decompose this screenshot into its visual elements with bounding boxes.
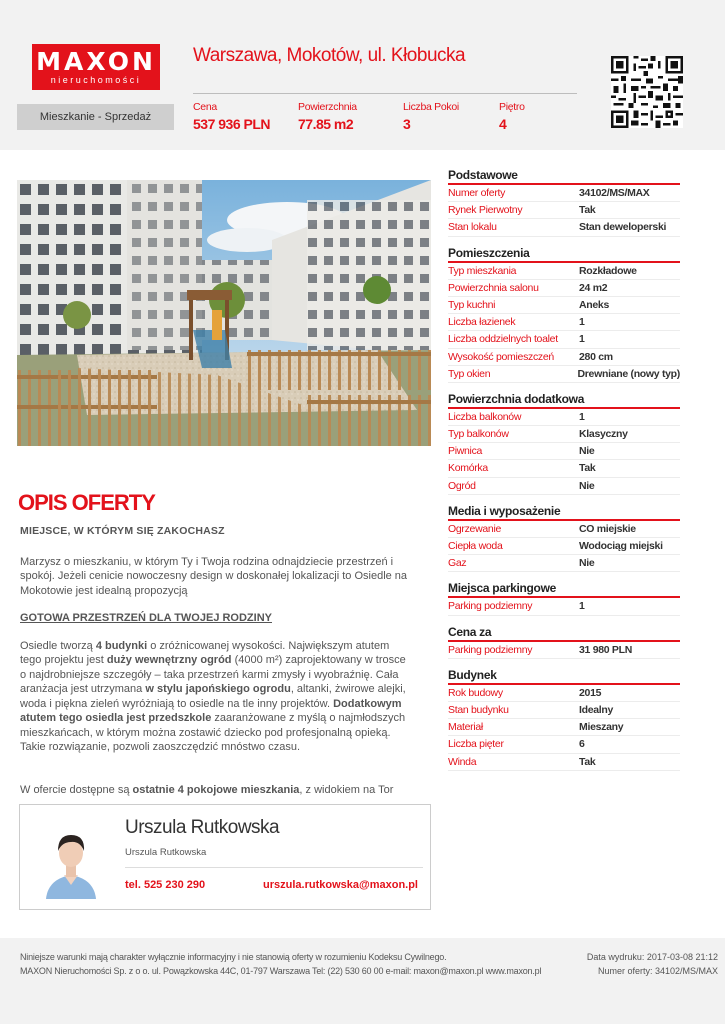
details-value: 280 cm [579, 350, 613, 363]
details-section [448, 246, 680, 383]
description-subheading: GOTOWA PRZESTRZEŃ DLA TWOJEJ RODZINY [20, 612, 272, 624]
maxon-logo[interactable] [32, 44, 160, 90]
details-row [448, 702, 680, 719]
details-row [448, 685, 680, 702]
details-section-title: Miejsca parkingowe [448, 581, 680, 598]
details-key: Parking podziemny [448, 643, 533, 656]
details-section [448, 581, 680, 615]
text-bold: duży wewnętrzny ogród [106, 654, 232, 666]
details-section-title: Podstawowe [448, 168, 680, 185]
details-value: Wodociąg miejski [579, 540, 663, 552]
details-value: Tak [579, 204, 596, 217]
details-row [448, 331, 680, 348]
details-key: Liczba oddzielnych toalet [448, 333, 558, 346]
qr-code-icon[interactable] [611, 56, 683, 128]
details-value: Nie [579, 557, 595, 570]
details-key: Typ mieszkania [448, 264, 517, 277]
details-key: Gaz [448, 557, 467, 570]
agent-avatar [40, 819, 102, 899]
description-heading: OPIS OFERTY [18, 490, 155, 515]
details-row [448, 555, 680, 572]
page-title: Warszawa, Mokotów, ul. Kłobucka [193, 45, 466, 66]
details-section [448, 625, 680, 659]
stat-value: 3 [403, 116, 411, 132]
description-body [20, 524, 412, 810]
details-key: Liczba balkonów [448, 410, 522, 423]
stat-area [298, 101, 357, 132]
stat-rooms [403, 101, 459, 132]
details-row [448, 598, 680, 615]
text-span: (4000 m²) zaprojektowany w trosce o najdrobniejsze szczegóły – taka przestrzeń karmi zmysły i wyobraźnię. Cała aranżacja jest utrzymana [20, 654, 406, 695]
details-value: Klasyczny [579, 428, 628, 441]
stat-floor [499, 101, 525, 132]
text-bold: w stylu japońskiego ogrodu [145, 683, 291, 695]
details-value: 31 980 PLN [579, 643, 633, 656]
details-key: Powierzchnia salonu [448, 281, 539, 294]
details-row [448, 443, 680, 460]
details-key: Wysokość pomieszczeń [448, 350, 554, 363]
details-section [448, 504, 680, 573]
details-row [448, 314, 680, 331]
agent-card [19, 804, 431, 910]
details-section-title: Budynek [448, 668, 680, 685]
details-row [448, 642, 680, 659]
details-key: Typ okien [448, 367, 491, 380]
details-value: Drewniane (nowy typ) [577, 367, 680, 380]
text-bold: ostatnie 4 pokojowe mieszkania [132, 783, 300, 796]
details-key: Liczba łazienek [448, 316, 516, 329]
details-section-title: Media i wyposażenie [448, 504, 680, 521]
details-row [448, 736, 680, 753]
details-key: Materiał [448, 721, 483, 734]
details-section [448, 668, 680, 771]
logo-subtext: nieruchomości [50, 75, 142, 85]
details-key: Rok budowy [448, 686, 503, 699]
details-value: 1 [579, 333, 585, 346]
description-paragraph: Marzysz o mieszkaniu, w którym Ty i Twoja rodzina odnajdziecie przestrzeń i spokój. Jeżeli cenicie nowoczesny design w doskonałej lokalizacji to Osiedle na Mokotowie jest idealną propozycją [20, 555, 408, 597]
details-section-title: Powierzchnia dodatkowa [448, 392, 680, 409]
details-value: Aneks [579, 298, 610, 311]
details-key: Komórka [448, 462, 488, 475]
property-photo[interactable] [17, 180, 431, 446]
details-key: Ogród [448, 479, 476, 492]
footer-print-date: Data wydruku: 2017-03-08 21:12 [586, 952, 718, 962]
details-value: 2015 [579, 686, 602, 699]
details-section [448, 168, 680, 237]
offer-type-badge: Mieszkanie - Sprzedaż [17, 104, 174, 130]
details-row [448, 202, 680, 219]
details-key: Numer oferty [448, 187, 506, 199]
details-value: Idealny [579, 703, 614, 716]
stat-value: 537 936 PLN [193, 116, 270, 132]
details-row [448, 366, 680, 383]
details-value: 24 m2 [579, 281, 608, 294]
footer-company: MAXON Nieruchomości Sp. z o o. ul. Powązkowska 44C, 01-797 Warszawa Tel: (22) 530 60 00 e-mail: maxon@maxon.pl www.maxon.pl [20, 966, 542, 976]
text-span: o zróżnicowanej wysokości. Największym atutem tego projektu jest [20, 639, 390, 666]
details-row [448, 185, 680, 202]
details-row [448, 460, 680, 477]
details-value: Tak [579, 462, 596, 475]
footer [0, 938, 725, 1024]
agent-name: Urszula Rutkowska [125, 817, 280, 838]
details-value: 34102/MS/MAX [579, 187, 650, 199]
logo-text: MAXON [36, 47, 156, 76]
stat-label: Powierzchnia [298, 101, 357, 113]
details-key: Parking podziemny [448, 600, 533, 613]
description-lead: MIEJSCE, W KTÓRYM SIĘ ZAKOCHASZ [20, 525, 225, 537]
details-key: Typ kuchni [448, 298, 496, 311]
details-key: Stan lokalu [448, 221, 497, 234]
details-value: 6 [579, 738, 585, 751]
details-value: Stan deweloperski [579, 221, 667, 234]
details-key: Rynek Pierwotny [448, 204, 523, 217]
details-row [448, 280, 680, 297]
details-row [448, 719, 680, 736]
agent-subtitle: Urszula Rutkowska [125, 847, 207, 858]
text-span: , z widokiem na Tor [299, 783, 394, 796]
details-row [448, 409, 680, 426]
footer-disclaimer: Niniejsze warunki mają charakter wyłącznie informacyjny i nie stanowią oferty w rozumieniu Kodeksu Cywilnego. [20, 952, 447, 962]
stat-value: 77.85 m2 [298, 116, 354, 132]
details-row [448, 219, 680, 236]
details-row [448, 426, 680, 443]
agent-divider [125, 867, 423, 868]
details-row [448, 349, 680, 366]
footer-meta [587, 950, 718, 978]
header [0, 0, 725, 150]
details-section-title: Cena za [448, 625, 680, 642]
stat-label: Piętro [499, 101, 525, 113]
details-row [448, 263, 680, 280]
description-paragraph [20, 783, 412, 798]
details-value: 1 [579, 600, 585, 613]
details-panel [448, 168, 680, 780]
details-key: Piwnica [448, 445, 483, 458]
details-section-title: Pomieszczenia [448, 246, 680, 263]
agent-email-link[interactable]: urszula.rutkowska@maxon.pl [263, 879, 418, 891]
text-span: zaaranżowane z myślą o najmłodszych mieszkańcach, w którym można zostawić dziecko pod profesjonalną opieką. Takie rozwiązanie, pozwoli zaoszczędzić mnóstwo czasu. [20, 712, 406, 753]
stat-label: Liczba Pokoi [403, 101, 459, 113]
details-value: Rozkładowe [579, 264, 637, 277]
details-value: Mieszany [579, 721, 624, 734]
details-row [448, 297, 680, 314]
details-row [448, 538, 680, 555]
details-key: Ogrzewanie [448, 522, 502, 535]
stat-value: 4 [499, 116, 507, 132]
text-bold: Dodatkowym atutem tego osiedla jest przedszkole [20, 697, 402, 724]
description-paragraph [20, 639, 412, 755]
details-value: Nie [579, 479, 595, 492]
details-key: Stan budynku [448, 703, 509, 716]
details-row [448, 754, 680, 771]
details-section [448, 392, 680, 495]
stat-label: Cena [193, 101, 217, 113]
details-key: Liczba pięter [448, 738, 504, 751]
details-value: Nie [579, 445, 595, 458]
details-value: 1 [579, 316, 585, 329]
text-span: W ofercie dostępne są [20, 783, 133, 796]
text-span: Osiedle tworzą [20, 639, 96, 652]
agent-phone-link[interactable]: tel. 525 230 290 [125, 879, 206, 891]
details-key: Ciepła woda [448, 540, 503, 552]
details-row [448, 478, 680, 495]
footer-offer-number: Numer oferty: 34102/MS/MAX [597, 966, 718, 976]
text-span: , altanki, żwirowe alejki, woda i piękna zieleń wyróżniają to osiedle na tle inny projektów. [20, 683, 406, 710]
stat-price [193, 101, 270, 132]
details-value: Tak [579, 755, 596, 768]
footer-info [20, 950, 541, 978]
details-value: 1 [579, 410, 585, 423]
details-row [448, 521, 680, 538]
title-divider [193, 93, 577, 94]
details-key: Winda [448, 755, 477, 768]
text-bold: 4 budynki [95, 639, 148, 652]
details-key: Typ balkonów [448, 428, 509, 441]
details-value: CO miejskie [579, 522, 636, 535]
